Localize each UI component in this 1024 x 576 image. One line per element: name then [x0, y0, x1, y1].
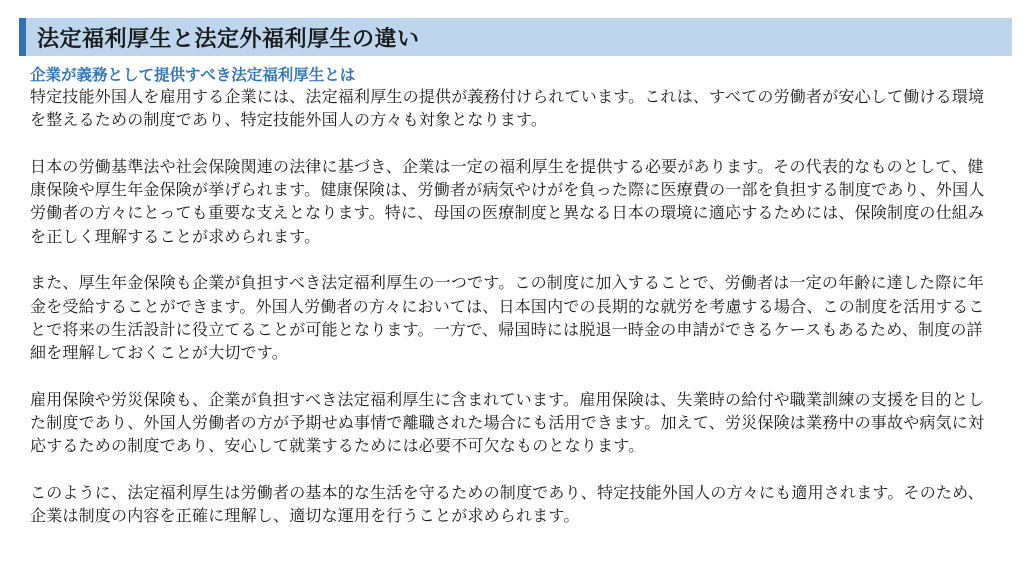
paragraph-employment-insurance: 雇用保険や労災保険も、企業が負担すべき法定福利厚生に含まれています。雇用保険は、失業時の給付や職業訓練の支援を目的とした制度であり、外国人労働者の方が予期せぬ事情で離職された場合にも活用できます。加えて、労災保険は業務中の事故や病気に対応するための制度であり、安心して就業するためには必要不可欠なものとなります。	[30, 389, 985, 456]
paragraph-pension: また、厚生年金保険も企業が負担すべき法定福利厚生の一つです。この制度に加入することで、労働者は一定の年齢に達した際に年金を受給することができます。外国人労働者の方々においては、日本国内での長期的な就労を考慮する場合、この制度を活用することで将来の生活設計に役立てることが可能となります。一方で、帰国時には脱退一時金の申請ができるケースもあるため、制度の詳細を理解しておくことが大切です。	[30, 273, 985, 363]
title-banner	[19, 18, 1012, 56]
paragraph-conclusion: このように、法定福利厚生は労働者の基本的な生活を守るための制度であり、特定技能外国人の方々にも適用されます。そのため、企業は制度の内容を正確に理解し、適切な運用を行うことが求められます。	[30, 483, 984, 526]
article-body	[30, 65, 998, 528]
paragraph-health-insurance: 日本の労働基準法や社会保険関連の法律に基づき、企業は一定の福利厚生を提供する必要があります。その代表的なものとして、健康保険や厚生年金保険が挙げられます。健康保険は、労働者が病気やけがを負った際に医療費の一部を負担する制度であり、外国人労働者の方々にとっても重要な支えとなります。特に、母国の医療制度と異なる日本の環境に適応するためには、保険制度の仕組みを正しく理解することが求められます。	[30, 156, 985, 246]
page-title: 法定福利厚生と法定外福利厚生の違い	[37, 26, 420, 52]
section-subheading: 企業が義務として提供すべき法定福利厚生とは	[30, 66, 356, 84]
paragraph-intro: 特定技能外国人を雇用する企業には、法定福利厚生の提供が義務付けられています。これは、すべての労働者が安心して働ける環境を整えるための制度であり、特定技能外国人の方々も対象となります。	[30, 87, 985, 130]
